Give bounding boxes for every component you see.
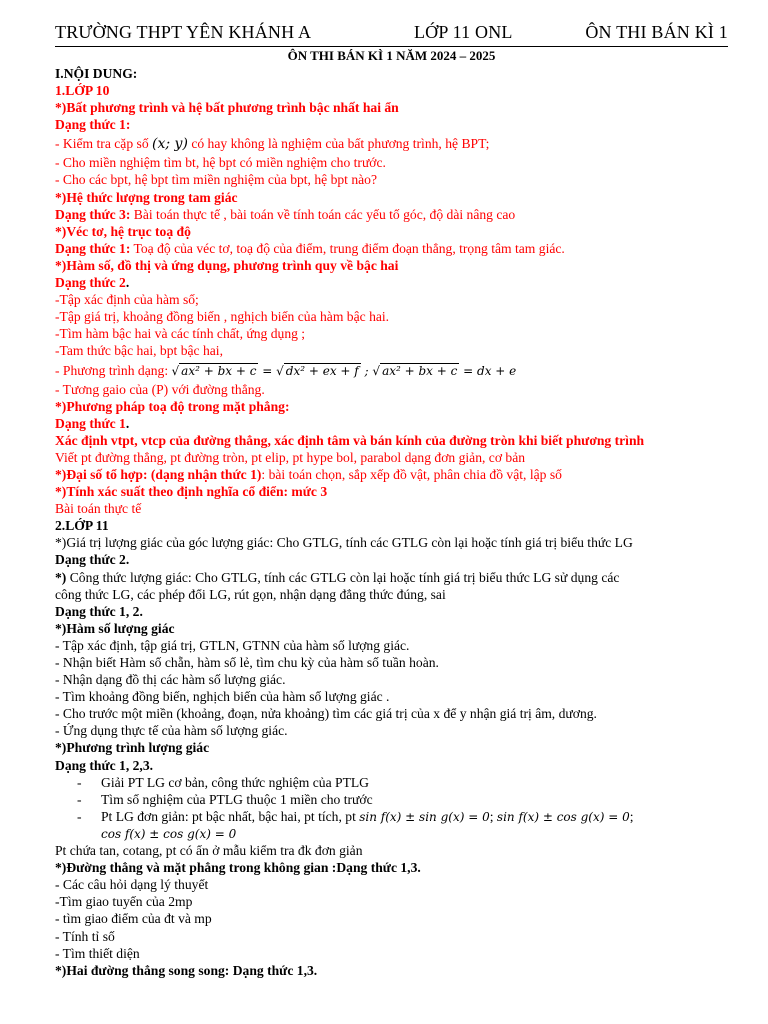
body-line: - tìm giao điểm của đt và mp [55, 911, 212, 927]
topic-heading: *)Bất phương trình và hệ bất phương trình bậc nhất hai ẩn [55, 100, 399, 116]
grade-10-heading: 1.LỚP 10 [55, 83, 110, 99]
body-line: - Tương gaio của (P) với đường thẳng. [55, 381, 265, 397]
body-line: Pt chứa tan, cotang, pt có ẩn ở mẫu kiểm tra đk đơn giản [55, 843, 363, 859]
body-line: - Tính tỉ số [55, 928, 115, 944]
topic-heading: *)Phương trình lượng giác [55, 740, 210, 756]
list-item: - Giải PT LG cơ bản, công thức nghiệm của PTLG [77, 774, 728, 791]
format-label: Dạng thức 1: [55, 117, 131, 133]
format-label: Dạng thức 1. [55, 415, 130, 431]
format-label: Dạng thức 1, 2. [55, 603, 143, 619]
topic-heading: *)Véc tơ, hệ trục toạ độ [55, 223, 191, 239]
body-line: Viết pt đường thẳng, pt đường tròn, pt elip, pt hype bol, parabol dạng đơn giản, cơ bản [55, 449, 526, 465]
body-line: - Nhận dạng đồ thị các hàm số lượng giác. [55, 672, 286, 688]
topic-heading: *)Hàm số lượng giác [55, 620, 175, 636]
format-label: Dạng thức 2. [55, 552, 130, 568]
body-line: Dạng thức 3: Bài toán thực tế , bài toán về tính toán các yếu tố góc, độ dài nâng cao [55, 206, 516, 222]
exam-name: ÔN THI BÁN KÌ 1 [585, 22, 728, 42]
body-line: - Cho trước một miền (khoảng, đoạn, nửa khoảng) tìm các giá trị của x để y nhận giá trị âm, dương. [55, 706, 597, 722]
list-item: - Pt LG đơn giản: pt bậc nhất, bậc hai, pt tích, pt sin f(x) ± sin g(x) = 0; sin f(x) ± cos g(x) = 0; [77, 808, 728, 825]
school-name: TRƯỜNG THPT YÊN KHÁNH A [55, 22, 312, 42]
body-line: - Ứng dụng thực tế của hàm số lượng giác. [55, 723, 288, 739]
topic-heading: *)Đường thẳng và mặt phẳng trong không gian :Dạng thức 1,3. [55, 860, 421, 876]
body-line: *)Đại số tổ hợp: (dạng nhận thức 1): bài toán chọn, sắp xếp đồ vật, phân chia đồ vật, lập số [55, 466, 562, 482]
topic-heading: Xác định vtpt, vtcp của đường thẳng, xác định tâm và bán kính của đường tròn khi biết phương trình [55, 432, 645, 448]
grade-11-heading: 2.LỚP 11 [55, 518, 109, 534]
body-line: -Tập xác định của hàm số; [55, 292, 199, 308]
list-item: - Tìm số nghiệm của PTLG thuộc 1 miền cho trước [77, 791, 728, 808]
format-label: Dạng thức 2. [55, 275, 130, 291]
class-name: LỚP 11 ONL [413, 22, 513, 42]
topic-heading: *)Hai đường thẳng song song: Dạng thức 1,3. [55, 962, 318, 978]
body-line: -Tìm hàm bậc hai và các tính chất, ứng dụng ; [55, 326, 306, 342]
body-line: - Các câu hỏi dạng lý thuyết [55, 877, 209, 893]
body-line: - Nhận biết Hàm số chẵn, hàm số lẻ, tìm chu kỳ của hàm số tuần hoàn. [55, 655, 439, 670]
body-line: *)Giá trị lượng giác của góc lượng giác: Cho GTLG, tính các GTLG còn lại hoặc tính giá trị biểu thức LG [55, 535, 633, 551]
equation-line: cos f(x) ± cos g(x) = 0 [101, 826, 237, 841]
topic-heading: *)Tính xác suất theo định nghĩa cổ điển: mức 3 [55, 484, 328, 500]
body-line: - Tìm khoảng đồng biến, nghịch biến của hàm số lượng giác . [55, 689, 390, 705]
body-line: Dạng thức 1: Toạ độ của véc tơ, toạ độ của điểm, trung điểm đoạn thẳng, trọng tâm tam giác. [55, 240, 565, 256]
page-header [55, 0, 728, 47]
body-line: - Tập xác định, tập giá trị, GTLN, GTNN của hàm số lượng giác. [55, 637, 410, 653]
body-line: *) Công thức lượng giác: Cho GTLG, tính các GTLG còn lại hoặc tính giá trị biểu thức LG sử dụng các [55, 569, 620, 585]
format-label: Dạng thức 1, 2,3. [55, 757, 154, 773]
body-line: - Cho miền nghiệm tìm bt, hệ bpt có miền nghiệm cho trước. [55, 155, 386, 171]
body-line: - Tìm thiết diện [55, 945, 140, 961]
body-line: Bài toán thực tế [55, 501, 142, 517]
body-line: công thức LG, các phép đổi LG, rút gọn, nhận dạng đẳng thức đúng, sai [55, 586, 446, 602]
document-title: ÔN THI BÁN KÌ 1 NĂM 2024 – 2025 [287, 48, 496, 63]
body-line: -Tìm giao tuyến của 2mp [55, 894, 193, 910]
body-line: - Cho các bpt, hệ bpt tìm miền nghiệm của bpt, hệ bpt nào? [55, 172, 378, 188]
body-line: -Tập giá trị, khoảng đồng biến , nghịch biến của hàm bậc hai. [55, 309, 390, 325]
topic-heading: *)Hệ thức lượng trong tam giác [55, 189, 238, 205]
section-heading: I.NỘI DUNG: [55, 66, 138, 81]
body-line: -Tam thức bậc hai, bpt bậc hai, [55, 343, 223, 359]
topic-heading: *)Phương pháp toạ độ trong mặt phẳng: [55, 398, 290, 414]
equation-line: - Phương trình dạng: √ ax² + bx + c = √ dx² + ex + f ; √ ax² + bx + c = dx + e [55, 362, 517, 378]
topic-heading: *)Hàm số, đồ thị và ứng dụng, phương trình quy về bậc hai [55, 257, 399, 273]
dash-list [55, 774, 728, 825]
document-body [55, 65, 728, 979]
body-line: - Kiểm tra cặp số (x; y) có hay không là nghiệm của bất phương trình, hệ BPT; [55, 136, 490, 153]
